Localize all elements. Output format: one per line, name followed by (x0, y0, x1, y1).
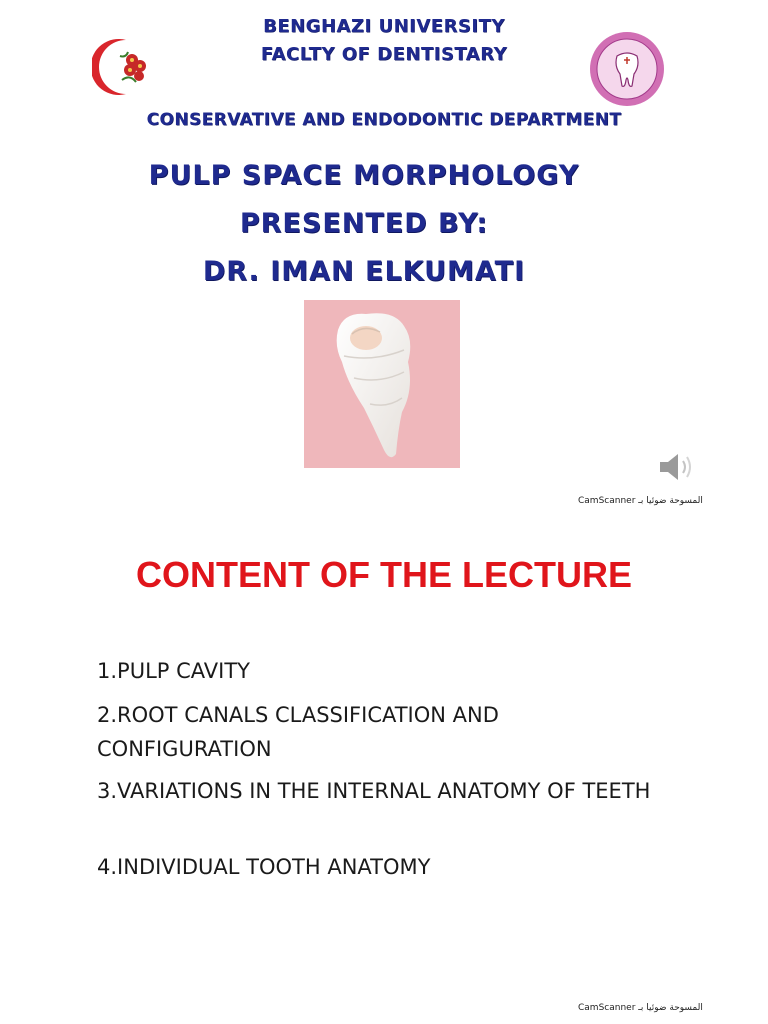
university-name: BENGHAZI UNIVERSITY (263, 16, 505, 37)
list-item: 4.INDIVIDUAL TOOTH ANATOMY (97, 855, 431, 879)
department-name: CONSERVATIVE AND ENDODONTIC DEPARTMENT (146, 110, 622, 130)
content-heading: CONTENT OF THE LECTURE (136, 554, 632, 595)
speaker-icon[interactable] (656, 450, 696, 484)
list-item: 1.PULP CAVITY (97, 659, 251, 683)
swaddled-baby-photo (304, 300, 460, 468)
dental-department-seal-icon (588, 30, 666, 108)
presented-by-label: PRESENTED BY: (239, 208, 489, 239)
list-item: 3.VARIATIONS IN THE INTERNAL ANATOMY OF TEETH (97, 779, 651, 803)
lecture-title: PULP SPACE MORPHOLOGY (148, 160, 580, 191)
faculty-name: FACLTY OF DENTISTARY (260, 44, 508, 65)
camscanner-watermark: CamScanner المسوحة ضوئيا بـ (578, 1003, 703, 1013)
presenter-name: DR. IMAN ELKUMATI (202, 256, 526, 287)
camscanner-watermark: CamScanner المسوحة ضوئيا بـ (578, 496, 703, 506)
crescent-logo-icon (92, 36, 162, 98)
list-item: 2.ROOT CANALS CLASSIFICATION AND CONFIGURATION (97, 703, 499, 761)
